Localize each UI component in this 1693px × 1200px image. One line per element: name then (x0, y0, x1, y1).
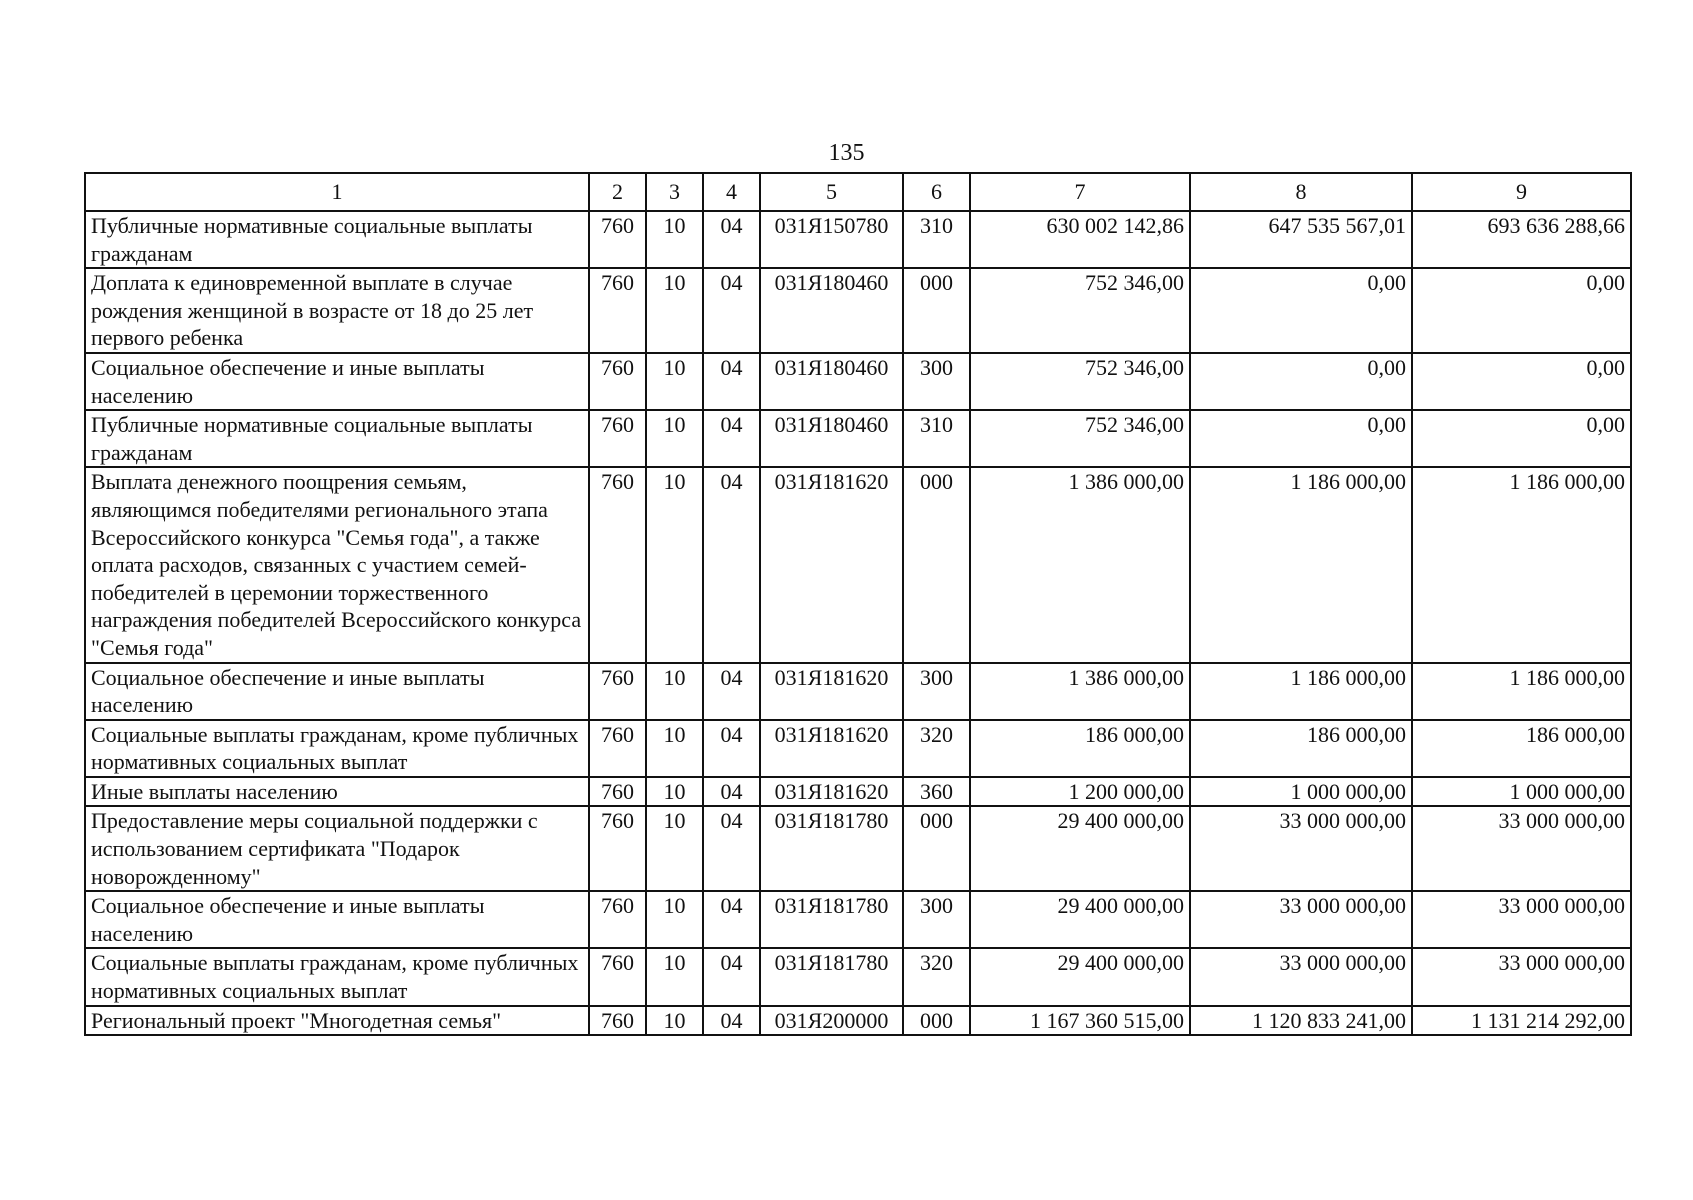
code-cell: 320 (903, 720, 970, 777)
column-header: 8 (1190, 173, 1412, 211)
code-cell: 10 (646, 948, 703, 1005)
code-cell: 031Я181620 (760, 663, 903, 720)
code-cell: 031Я150780 (760, 211, 903, 268)
column-header: 2 (589, 173, 646, 211)
row-name: Выплата денежного поощрения семьям, являющимся победителями регионального этапа Всероссийского конкурса "Семья года", а также оплата расходов, связанных с участием семей-победителей в церемонии торжественного награждения победителей Всероссийского конкурса "Семья года" (85, 467, 589, 662)
table-row (85, 467, 1631, 662)
code-cell: 760 (589, 268, 646, 353)
code-cell: 04 (703, 777, 760, 807)
code-cell: 760 (589, 663, 646, 720)
table-row (85, 353, 1631, 410)
row-name: Публичные нормативные социальные выплаты гражданам (85, 410, 589, 467)
code-cell: 04 (703, 353, 760, 410)
code-cell: 031Я180460 (760, 353, 903, 410)
code-cell: 760 (589, 777, 646, 807)
column-header: 3 (646, 173, 703, 211)
row-name: Социальные выплаты гражданам, кроме публичных нормативных социальных выплат (85, 948, 589, 1005)
row-name: Предоставление меры социальной поддержки с использованием сертификата "Подарок новорожденному" (85, 806, 589, 891)
code-cell: 04 (703, 948, 760, 1005)
code-cell: 10 (646, 211, 703, 268)
row-name: Иные выплаты населению (85, 777, 589, 807)
amount-cell: 1 386 000,00 (970, 467, 1190, 662)
table-row (85, 410, 1631, 467)
amount-cell: 33 000 000,00 (1190, 806, 1412, 891)
amount-cell: 29 400 000,00 (970, 806, 1190, 891)
code-cell: 10 (646, 467, 703, 662)
code-cell: 10 (646, 353, 703, 410)
amount-cell: 186 000,00 (1190, 720, 1412, 777)
amount-cell: 1 200 000,00 (970, 777, 1190, 807)
amount-cell: 1 131 214 292,00 (1412, 1006, 1631, 1036)
code-cell: 04 (703, 1006, 760, 1036)
code-cell: 031Я181780 (760, 891, 903, 948)
amount-cell: 1 186 000,00 (1412, 467, 1631, 662)
row-name: Доплата к единовременной выплате в случае рождения женщиной в возрасте от 18 до 25 лет первого ребенка (85, 268, 589, 353)
amount-cell: 0,00 (1412, 410, 1631, 467)
code-cell: 760 (589, 948, 646, 1005)
row-name: Социальные выплаты гражданам, кроме публичных нормативных социальных выплат (85, 720, 589, 777)
amount-cell: 693 636 288,66 (1412, 211, 1631, 268)
column-header: 9 (1412, 173, 1631, 211)
code-cell: 000 (903, 268, 970, 353)
code-cell: 04 (703, 720, 760, 777)
code-cell: 10 (646, 410, 703, 467)
code-cell: 031Я181780 (760, 806, 903, 891)
budget-table (84, 172, 1632, 1036)
row-name: Публичные нормативные социальные выплаты гражданам (85, 211, 589, 268)
code-cell: 760 (589, 720, 646, 777)
amount-cell: 752 346,00 (970, 353, 1190, 410)
code-cell: 10 (646, 720, 703, 777)
code-cell: 031Я180460 (760, 410, 903, 467)
table-row (85, 948, 1631, 1005)
amount-cell: 33 000 000,00 (1412, 806, 1631, 891)
amount-cell: 29 400 000,00 (970, 948, 1190, 1005)
code-cell: 04 (703, 891, 760, 948)
table-row (85, 1006, 1631, 1036)
amount-cell: 647 535 567,01 (1190, 211, 1412, 268)
code-cell: 031Я180460 (760, 268, 903, 353)
amount-cell: 1 000 000,00 (1412, 777, 1631, 807)
amount-cell: 0,00 (1412, 268, 1631, 353)
table-row (85, 720, 1631, 777)
amount-cell: 1 120 833 241,00 (1190, 1006, 1412, 1036)
column-header: 6 (903, 173, 970, 211)
code-cell: 320 (903, 948, 970, 1005)
code-cell: 300 (903, 353, 970, 410)
code-cell: 300 (903, 663, 970, 720)
code-cell: 760 (589, 353, 646, 410)
row-name: Социальное обеспечение и иные выплаты населению (85, 891, 589, 948)
code-cell: 000 (903, 806, 970, 891)
code-cell: 031Я181620 (760, 777, 903, 807)
amount-cell: 0,00 (1190, 353, 1412, 410)
amount-cell: 0,00 (1190, 268, 1412, 353)
table-row (85, 806, 1631, 891)
code-cell: 04 (703, 410, 760, 467)
amount-cell: 1 186 000,00 (1190, 467, 1412, 662)
column-header: 7 (970, 173, 1190, 211)
code-cell: 000 (903, 467, 970, 662)
amount-cell: 33 000 000,00 (1190, 891, 1412, 948)
column-header: 4 (703, 173, 760, 211)
code-cell: 031Я181620 (760, 467, 903, 662)
row-name: Социальное обеспечение и иные выплаты населению (85, 353, 589, 410)
amount-cell: 0,00 (1412, 353, 1631, 410)
column-header: 1 (85, 173, 589, 211)
amount-cell: 186 000,00 (970, 720, 1190, 777)
code-cell: 10 (646, 663, 703, 720)
amount-cell: 29 400 000,00 (970, 891, 1190, 948)
table-row (85, 777, 1631, 807)
code-cell: 10 (646, 777, 703, 807)
amount-cell: 33 000 000,00 (1412, 948, 1631, 1005)
amount-cell: 1 186 000,00 (1412, 663, 1631, 720)
code-cell: 031Я200000 (760, 1006, 903, 1036)
row-name: Социальное обеспечение и иные выплаты населению (85, 663, 589, 720)
amount-cell: 630 002 142,86 (970, 211, 1190, 268)
code-cell: 031Я181780 (760, 948, 903, 1005)
amount-cell: 186 000,00 (1412, 720, 1631, 777)
amount-cell: 0,00 (1190, 410, 1412, 467)
code-cell: 10 (646, 1006, 703, 1036)
code-cell: 10 (646, 891, 703, 948)
code-cell: 000 (903, 1006, 970, 1036)
table-row (85, 211, 1631, 268)
code-cell: 031Я181620 (760, 720, 903, 777)
header-row (85, 173, 1631, 211)
code-cell: 10 (646, 806, 703, 891)
code-cell: 04 (703, 268, 760, 353)
code-cell: 04 (703, 663, 760, 720)
table-row (85, 663, 1631, 720)
page-number: 135 (828, 140, 865, 166)
code-cell: 760 (589, 891, 646, 948)
table-row (85, 268, 1631, 353)
code-cell: 760 (589, 467, 646, 662)
code-cell: 760 (589, 211, 646, 268)
amount-cell: 33 000 000,00 (1190, 948, 1412, 1005)
amount-cell: 1 186 000,00 (1190, 663, 1412, 720)
code-cell: 04 (703, 467, 760, 662)
code-cell: 04 (703, 211, 760, 268)
code-cell: 300 (903, 891, 970, 948)
code-cell: 360 (903, 777, 970, 807)
row-name: Региональный проект "Многодетная семья" (85, 1006, 589, 1036)
column-header: 5 (760, 173, 903, 211)
amount-cell: 752 346,00 (970, 268, 1190, 353)
code-cell: 760 (589, 410, 646, 467)
code-cell: 04 (703, 806, 760, 891)
amount-cell: 1 167 360 515,00 (970, 1006, 1190, 1036)
code-cell: 760 (589, 1006, 646, 1036)
table-row (85, 891, 1631, 948)
code-cell: 310 (903, 211, 970, 268)
amount-cell: 1 000 000,00 (1190, 777, 1412, 807)
amount-cell: 752 346,00 (970, 410, 1190, 467)
code-cell: 760 (589, 806, 646, 891)
code-cell: 310 (903, 410, 970, 467)
amount-cell: 1 386 000,00 (970, 663, 1190, 720)
amount-cell: 33 000 000,00 (1412, 891, 1631, 948)
code-cell: 10 (646, 268, 703, 353)
